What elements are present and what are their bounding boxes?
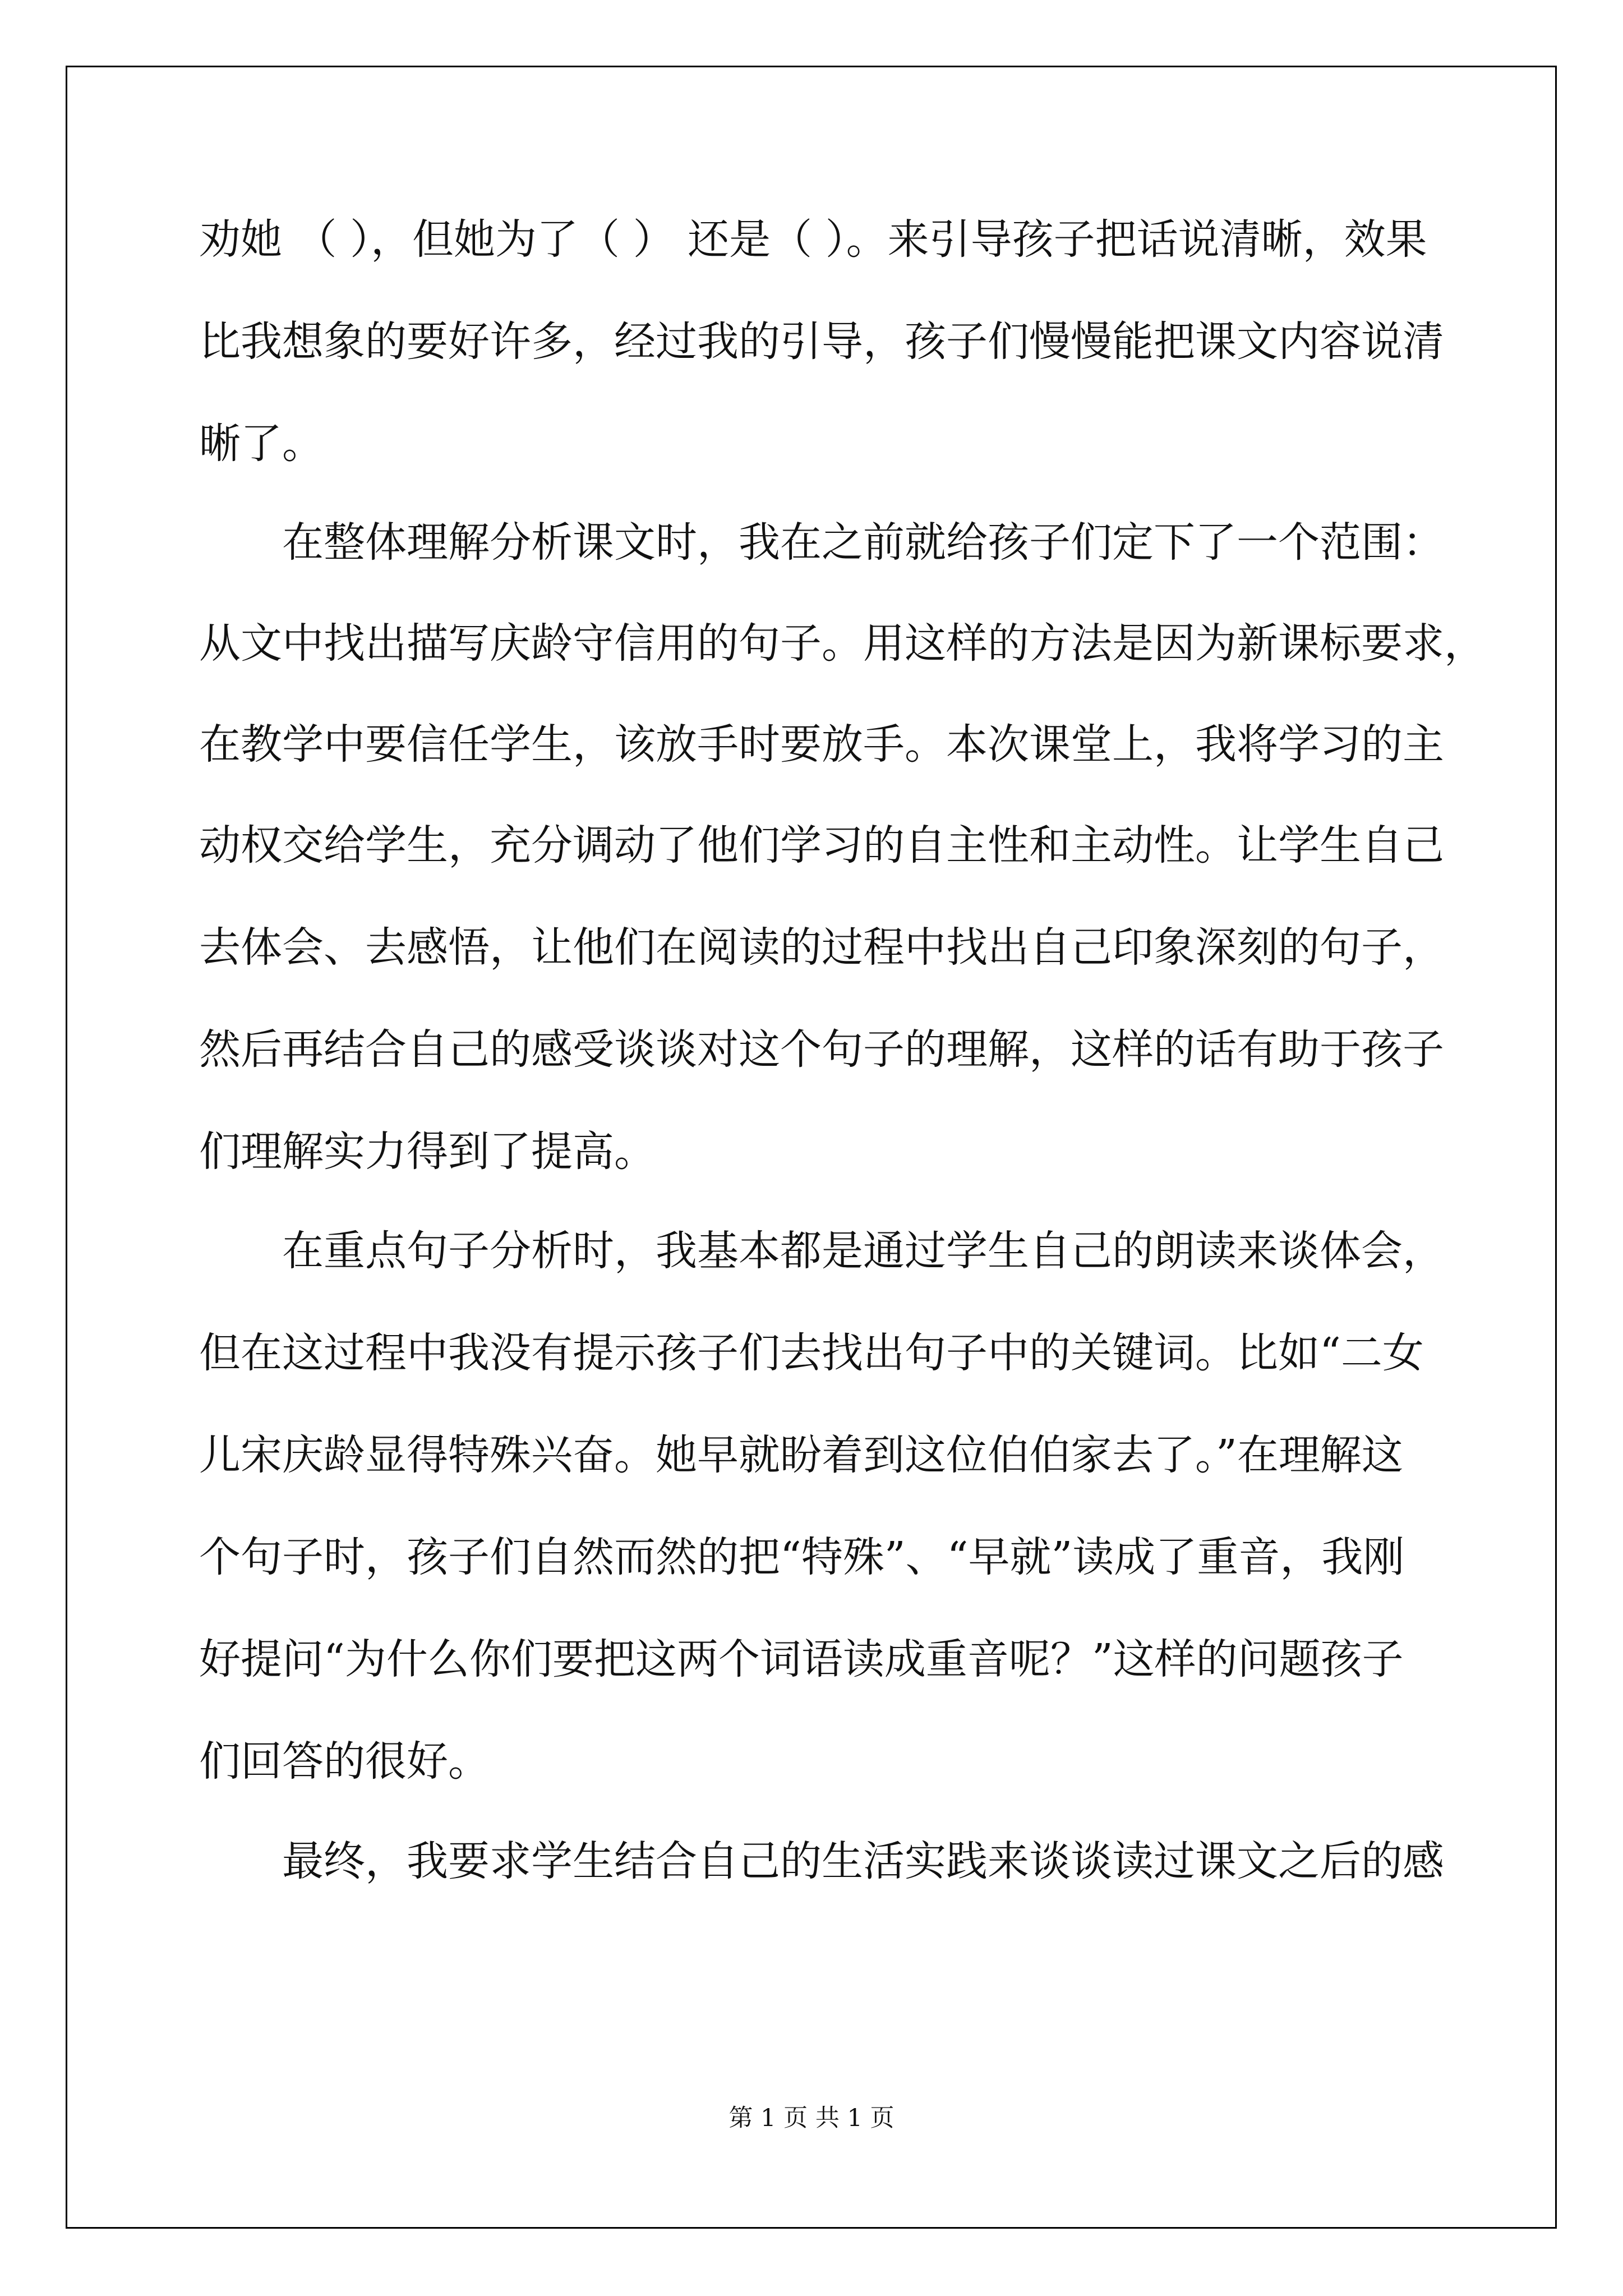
text-line: 动权交给学生，充分调动了他们学习的自主性和主动性。让学生自己 xyxy=(199,821,1444,869)
text-line: 去体会、去感悟，让他们在阅读的过程中找出自己印象深刻的句子， xyxy=(199,923,1444,972)
text-line: 好提问“为什么你们要把这两个词语读成重音呢？”这样的问题孩子 xyxy=(199,1635,1404,1683)
text-line: 从文中找出描写庆龄守信用的句子。用这样的方法是因为新课标要求， xyxy=(199,619,1486,668)
page-number: 第 1 页 共 1 页 xyxy=(728,2104,895,2132)
text-line: 个句子时，孩子们自然而然的把“特殊”、“早就”读成了重音，我刚 xyxy=(199,1533,1405,1581)
text-line: 在教学中要信任学生，该放手时要放手。本次课堂上，我将学习的主 xyxy=(199,720,1444,769)
text-line: 比我想象的要好许多，经过我的引导，孩子们慢慢能把课文内容说清 xyxy=(199,318,1444,366)
text-line: 然后再结合自己的感受谈谈对这个句子的理解，这样的话有助于孩子 xyxy=(199,1025,1444,1074)
text-line: 们回答的很好。 xyxy=(199,1737,490,1786)
text-line: 劝她 （ ），但她为了（ ） 还是（ ）。来引导孩子把话说清晰，效果 xyxy=(199,215,1427,264)
text-line: 儿宋庆龄显得特殊兴奋。她早就盼着到这位伯伯家去了。”在理解这 xyxy=(199,1431,1403,1479)
text-line: 晰了。 xyxy=(199,420,324,468)
text-line: 最终，我要求学生结合自己的生活实践来谈谈读过课文之后的感 xyxy=(199,1837,1444,1885)
text-line: 们理解实力得到了提高。 xyxy=(199,1128,656,1176)
text-line: 但在这过程中我没有提示孩子们去找出句子中的关键词。比如“二女 xyxy=(199,1329,1424,1377)
text-line: 在重点句子分析时，我基本都是通过学生自己的朗读来谈体会， xyxy=(199,1227,1444,1275)
text-line: 在整体理解分析课文时，我在之前就给孩子们定下了一个范围： xyxy=(199,518,1444,567)
